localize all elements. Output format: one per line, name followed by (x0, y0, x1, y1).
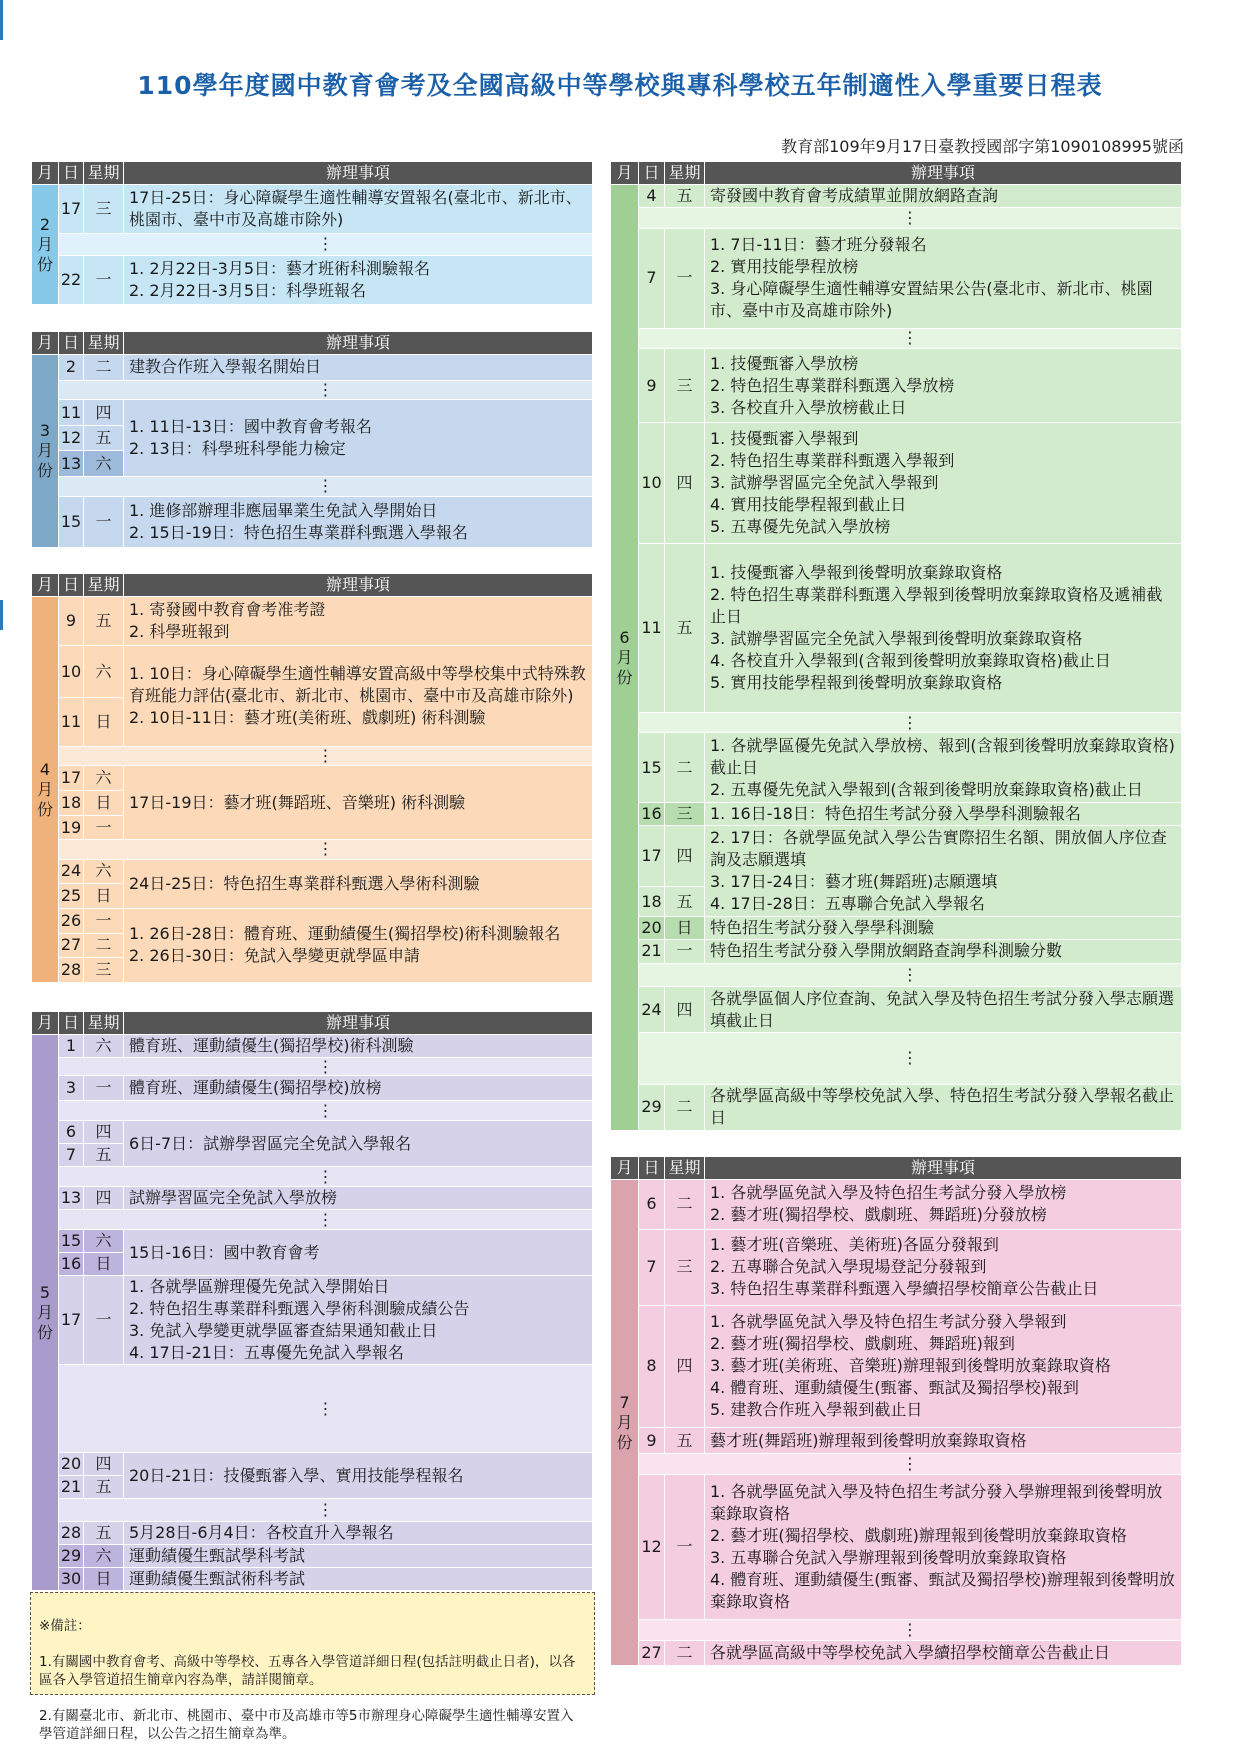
table-row (611, 987, 1182, 1033)
weekday-cell: 一 (665, 228, 705, 328)
left-edge-strip (0, 600, 3, 630)
day-cell: 27 (59, 933, 84, 958)
weekday-cell: 日 (665, 916, 705, 939)
table-row (611, 712, 1182, 732)
day-cell: 10 (59, 646, 84, 697)
table-row (32, 1187, 593, 1210)
day-cell: 21 (639, 940, 665, 963)
item-cell: 1. 各就學區優先免試入學放榜、報到(含報到後聲明放棄錄取資格)截止日 2. 五專優先免試入學報到(含報到後聲明放棄錄取資格)截止日 (705, 733, 1182, 802)
weekday-cell: 一 (84, 908, 124, 933)
day-cell: 16 (59, 1253, 84, 1276)
day-cell: 28 (59, 1522, 84, 1545)
weekday-cell: 五 (665, 185, 705, 208)
table-row (611, 733, 1182, 802)
table-row (611, 1454, 1182, 1475)
continuation-marker: ⋮ (639, 963, 1182, 986)
table-row (32, 256, 593, 305)
month-label: 7 月 份 (611, 1180, 639, 1666)
table-row (611, 185, 1182, 208)
day-cell: 24 (639, 987, 665, 1033)
weekday-cell: 一 (665, 940, 705, 963)
table-row (611, 1305, 1182, 1428)
table-row (32, 1453, 593, 1476)
item-cell: 6日-7日：試辦學習區完全免試入學報名 (124, 1121, 593, 1167)
continuation-marker: ⋮ (59, 1210, 593, 1230)
item-cell: 1. 藝才班(音樂班、美術班)各區分發報到 2. 五專聯合免試入學現場登記分發報到 3. 特色招生專業群科甄選入學續招學校簡章公告截止日 (705, 1229, 1182, 1305)
weekday-cell: 四 (665, 1305, 705, 1428)
table-row (32, 233, 593, 255)
item-cell: 體育班、運動績優生(獨招學校)放榜 (124, 1076, 593, 1101)
weekday-cell: 四 (84, 1121, 124, 1144)
month-label: 4 月 份 (32, 597, 59, 983)
continuation-marker: ⋮ (59, 1101, 593, 1121)
notes-box (30, 1592, 595, 1742)
table-row (32, 1499, 593, 1522)
weekday-cell: 四 (665, 987, 705, 1033)
header-item: 辦理事項 (705, 1157, 1182, 1180)
header-weekday: 星期 (665, 1157, 705, 1180)
table-row (32, 859, 593, 884)
item-cell: 1. 16日-18日：特色招生考試分發入學學科測驗報名 (705, 802, 1182, 825)
table-row (32, 1522, 593, 1545)
table-row (611, 916, 1182, 939)
table-row (611, 1180, 1182, 1230)
table-row (32, 1365, 593, 1453)
item-cell: 1. 各就學區免試入學及特色招生考試分發入學報到 2. 藝才班(獨招學校、戲劇班、舞蹈班)報到 3. 藝才班(美術班、音樂班)辦理報到後聲明放棄錄取資格 4. 體育班、運動績優生(甄審、甄試及獨招學校)報到 5. 建教合作班入學報到截止日 (705, 1305, 1182, 1428)
month-label: 2 月 份 (32, 185, 59, 305)
day-cell: 6 (639, 1180, 665, 1230)
weekday-cell: 五 (84, 597, 124, 646)
weekday-cell: 六 (84, 859, 124, 884)
item-cell: 各就學區高級中等學校免試入學續招學校簡章公告截止日 (705, 1641, 1182, 1666)
table-row (32, 1545, 593, 1568)
table-row (32, 597, 593, 646)
weekday-cell: 四 (84, 400, 124, 426)
day-cell: 15 (639, 733, 665, 802)
table-row (611, 826, 1182, 887)
item-cell: 藝才班(舞蹈班)辦理報到後聲明放棄錄取資格 (705, 1428, 1182, 1454)
table-row (32, 355, 593, 381)
day-cell: 18 (59, 791, 84, 816)
day-cell: 17 (59, 766, 84, 791)
weekday-cell: 三 (84, 958, 124, 983)
header-item: 辦理事項 (705, 162, 1182, 185)
weekday-cell: 二 (84, 933, 124, 958)
item-cell: 體育班、運動績優生(獨招學校)術科測驗 (124, 1035, 593, 1058)
header-month: 月 (32, 332, 59, 355)
month-label: 6 月 份 (611, 185, 639, 1131)
weekday-cell: 二 (665, 1180, 705, 1230)
day-cell: 13 (59, 451, 84, 477)
table-row (611, 1474, 1182, 1619)
day-cell: 9 (639, 349, 665, 423)
day-cell: 6 (59, 1121, 84, 1144)
weekday-cell: 一 (665, 1474, 705, 1619)
table-row (611, 349, 1182, 423)
item-cell: 1. 寄發國中教育會考准考證 2. 科學班報到 (124, 597, 593, 646)
table-row (32, 747, 593, 766)
table-row (32, 185, 593, 234)
header-item: 辦理事項 (124, 162, 593, 185)
header-item: 辦理事項 (124, 332, 593, 355)
day-cell: 17 (59, 185, 84, 234)
table-row (611, 1428, 1182, 1454)
month-table-apr (31, 573, 593, 983)
day-cell: 26 (59, 908, 84, 933)
table-row (32, 400, 593, 426)
day-cell: 7 (639, 1229, 665, 1305)
continuation-marker: ⋮ (59, 747, 593, 766)
item-cell: 1. 10日：身心障礙學生適性輔導安置高級中等學校集中式特殊教育班能力評估(臺北市、新北市、桃園市、臺中市及高雄市除外) 2. 10日-11日：藝才班(美術班、戲劇班) 術科測驗 (124, 646, 593, 747)
item-cell: 17日-19日：藝才班(舞蹈班、音樂班) 術科測驗 (124, 766, 593, 840)
continuation-marker: ⋮ (59, 1499, 593, 1522)
item-cell: 各就學區高級中等學校免試入學、特色招生考試分發入學報名截止日 (705, 1084, 1182, 1130)
table-row (32, 476, 593, 496)
table-row (32, 646, 593, 697)
table-row (32, 1035, 593, 1058)
weekday-cell: 五 (84, 1522, 124, 1545)
item-cell: 1. 技優甄審入學報到後聲明放棄錄取資格 2. 特色招生專業群科甄選入學報到後聲明放棄錄取資格及遞補截止日 3. 試辦學習區完全免試入學報到後聲明放棄錄取資格 4. 各校直升入學報到(含報到後聲明放棄錄取資格)截止日 5. 實用技能學程報到後聲明放棄錄取資格 (705, 543, 1182, 712)
day-cell: 12 (59, 425, 84, 451)
day-cell: 11 (59, 697, 84, 746)
continuation-marker: ⋮ (639, 1454, 1182, 1475)
month-label: 3 月 份 (32, 355, 59, 548)
day-cell: 25 (59, 884, 84, 909)
item-cell: 1. 11日-13日：國中教育會考報名 2. 13日：科學班科學能力檢定 (124, 400, 593, 477)
day-cell: 1 (59, 1035, 84, 1058)
continuation-marker: ⋮ (639, 208, 1182, 228)
item-cell: 建教合作班入學報名開始日 (124, 355, 593, 381)
header-weekday: 星期 (665, 162, 705, 185)
day-cell: 11 (639, 543, 665, 712)
table-row (32, 1210, 593, 1230)
day-cell: 21 (59, 1476, 84, 1499)
month-table-jun (610, 161, 1182, 1131)
day-cell: 29 (639, 1084, 665, 1130)
table-row (32, 1121, 593, 1144)
header-month: 月 (611, 162, 639, 185)
day-cell: 30 (59, 1568, 84, 1591)
weekday-cell: 日 (84, 1253, 124, 1276)
table-row (611, 423, 1182, 543)
notes-heading: ※備註： (39, 1618, 91, 1634)
continuation-marker: ⋮ (59, 1058, 593, 1076)
weekday-cell: 四 (84, 1453, 124, 1476)
weekday-cell: 一 (84, 256, 124, 305)
month-table-mar (31, 331, 593, 548)
table-row (611, 1620, 1182, 1641)
day-cell: 13 (59, 1187, 84, 1210)
item-cell: 特色招生考試分發入學開放網路查詢學科測驗分數 (705, 940, 1182, 963)
weekday-cell: 五 (84, 1144, 124, 1167)
continuation-marker: ⋮ (639, 712, 1182, 732)
weekday-cell: 二 (84, 355, 124, 381)
weekday-cell: 一 (84, 496, 124, 547)
continuation-marker: ⋮ (639, 1620, 1182, 1641)
item-cell: 1. 各就學區免試入學及特色招生考試分發入學放榜 2. 藝才班(獨招學校、戲劇班、舞蹈班)分發放榜 (705, 1180, 1182, 1230)
table-row (32, 766, 593, 791)
day-cell: 17 (59, 1276, 84, 1365)
weekday-cell: 日 (84, 884, 124, 909)
weekday-cell: 一 (84, 815, 124, 840)
weekday-cell: 二 (665, 1641, 705, 1666)
weekday-cell: 一 (84, 1076, 124, 1101)
header-day: 日 (59, 1012, 84, 1035)
table-row (32, 1230, 593, 1253)
table-row (32, 840, 593, 859)
weekday-cell: 五 (665, 1428, 705, 1454)
day-cell: 7 (639, 228, 665, 328)
table-row (32, 1101, 593, 1121)
continuation-marker: ⋮ (639, 328, 1182, 348)
table-row (611, 1641, 1182, 1666)
item-cell: 1. 各就學區辦理優先免試入學開始日 2. 特色招生專業群科甄選入學術科測驗成績公告 3. 免試入學變更就學區審查結果通知截止日 4. 17日-21日：五專優先免試入學報名 (124, 1276, 593, 1365)
weekday-cell: 三 (665, 1229, 705, 1305)
header-weekday: 星期 (84, 162, 124, 185)
notes-line-1: 1.有關國中教育會考、高級中等學校、五專各入學管道詳細日程(包括註明截止日者)，以各區各入學管道招生簡章內容為準，請詳閱簡章。 (39, 1654, 576, 1688)
month-table-feb (31, 161, 593, 305)
weekday-cell: 五 (665, 543, 705, 712)
day-cell: 9 (59, 597, 84, 646)
weekday-cell: 二 (665, 1084, 705, 1130)
day-cell: 9 (639, 1428, 665, 1454)
weekday-cell: 三 (665, 349, 705, 423)
notes-line-2: 2.有關臺北市、新北市、桃園市、臺中市及高雄市等5市辦理身心障礙學生適性輔導安置入學管道詳細日程，以公告之招生簡章為準。 (39, 1708, 574, 1742)
table-row (611, 940, 1182, 963)
item-cell: 各就學區個人序位查詢、免試入學及特色招生考試分發入學志願選填截止日 (705, 987, 1182, 1033)
continuation-marker: ⋮ (59, 1167, 593, 1187)
weekday-cell: 五 (84, 1476, 124, 1499)
table-row (611, 543, 1182, 712)
item-cell: 24日-25日：特色招生專業群科甄選入學術科測驗 (124, 859, 593, 908)
table-row (611, 963, 1182, 986)
day-cell: 8 (639, 1305, 665, 1428)
header-weekday: 星期 (84, 332, 124, 355)
document-reference: 教育部109年9月17日臺教授國部字第1090108995號函 (781, 137, 1184, 156)
weekday-cell: 六 (84, 766, 124, 791)
day-cell: 29 (59, 1545, 84, 1568)
header-day: 日 (59, 162, 84, 185)
weekday-cell: 日 (84, 697, 124, 746)
item-cell: 20日-21日：技優甄審入學、實用技能學程報名 (124, 1453, 593, 1499)
weekday-cell: 四 (665, 423, 705, 543)
day-cell: 2 (59, 355, 84, 381)
header-day: 日 (639, 162, 665, 185)
weekday-cell: 日 (84, 1568, 124, 1591)
day-cell: 17 (639, 826, 665, 887)
item-cell: 2. 17日：各就學區免試入學公告實際招生名額、開放個人序位查詢及志願選填 3. 17日-24日：藝才班(舞蹈班)志願選填 4. 17日-28日：五專聯合免試入學報名 (705, 826, 1182, 917)
day-cell: 20 (639, 916, 665, 939)
weekday-cell: 三 (665, 802, 705, 825)
day-cell: 15 (59, 496, 84, 547)
weekday-cell: 五 (84, 425, 124, 451)
item-cell: 5月28日-6月4日：各校直升入學報名 (124, 1522, 593, 1545)
table-row (32, 908, 593, 933)
table-row (611, 328, 1182, 348)
day-cell: 11 (59, 400, 84, 426)
item-cell: 1. 技優甄審入學放榜 2. 特色招生專業群科甄選入學放榜 3. 各校直升入學放榜截止日 (705, 349, 1182, 423)
day-cell: 19 (59, 815, 84, 840)
weekday-cell: 六 (84, 1035, 124, 1058)
item-cell: 1. 技優甄審入學報到 2. 特色招生專業群科甄選入學報到 3. 試辦學習區完全免試入學報到 4. 實用技能學程報到截止日 5. 五專優先免試入學放榜 (705, 423, 1182, 543)
day-cell: 12 (639, 1474, 665, 1619)
item-cell: 17日-25日：身心障礙學生適性輔導安置報名(臺北市、新北市、桃園市、臺中市及高雄市除外) (124, 185, 593, 234)
item-cell: 1. 7日-11日：藝才班分發報名 2. 實用技能學程放榜 3. 身心障礙學生適性輔導安置結果公告(臺北市、新北市、桃園市、臺中市及高雄市除外) (705, 228, 1182, 328)
header-month: 月 (32, 1012, 59, 1035)
table-row (32, 1076, 593, 1101)
table-row (32, 380, 593, 400)
header-item: 辦理事項 (124, 1012, 593, 1035)
month-label: 5 月 份 (32, 1035, 59, 1591)
header-day: 日 (59, 332, 84, 355)
item-cell: 1. 2月22日-3月5日：藝才班術科測驗報名 2. 2月22日-3月5日：科學班報名 (124, 256, 593, 305)
continuation-marker: ⋮ (639, 1032, 1182, 1084)
weekday-cell: 三 (84, 185, 124, 234)
day-cell: 27 (639, 1641, 665, 1666)
left-edge-strip (0, 0, 3, 40)
table-row (611, 228, 1182, 328)
month-table-may (31, 1011, 593, 1588)
table-row (32, 1568, 593, 1591)
day-cell: 3 (59, 1076, 84, 1101)
weekday-cell: 二 (665, 733, 705, 802)
item-cell: 試辦學習區完全免試入學放榜 (124, 1187, 593, 1210)
day-cell: 18 (639, 887, 665, 916)
day-cell: 28 (59, 958, 84, 983)
day-cell: 24 (59, 859, 84, 884)
table-row (32, 1167, 593, 1187)
weekday-cell: 四 (84, 1187, 124, 1210)
weekday-cell: 六 (84, 1230, 124, 1253)
weekday-cell: 五 (665, 887, 705, 916)
header-day: 日 (639, 1157, 665, 1180)
item-cell: 1. 各就學區免試入學及特色招生考試分發入學辦理報到後聲明放棄錄取資格 2. 藝才班(獨招學校、戲劇班)辦理報到後聲明放棄錄取資格 3. 五專聯合免試入學辦理報到後聲明放棄錄取資格 4. 體育班、運動績優生(甄審、甄試及獨招學校)辦理報到後聲明放棄錄取資格 (705, 1474, 1182, 1619)
item-cell: 特色招生考試分發入學學科測驗 (705, 916, 1182, 939)
header-month: 月 (32, 574, 59, 597)
continuation-marker: ⋮ (59, 1365, 593, 1453)
item-cell: 運動績優生甄試學科考試 (124, 1545, 593, 1568)
continuation-marker: ⋮ (59, 476, 593, 496)
day-cell: 10 (639, 423, 665, 543)
table-row (611, 802, 1182, 825)
continuation-marker: ⋮ (59, 233, 593, 255)
continuation-marker: ⋮ (59, 380, 593, 400)
continuation-marker: ⋮ (59, 840, 593, 859)
weekday-cell: 六 (84, 451, 124, 477)
table-row (32, 496, 593, 547)
day-cell: 15 (59, 1230, 84, 1253)
day-cell: 20 (59, 1453, 84, 1476)
weekday-cell: 四 (665, 826, 705, 887)
table-row (611, 1229, 1182, 1305)
weekday-cell: 日 (84, 791, 124, 816)
header-day: 日 (59, 574, 84, 597)
day-cell: 4 (639, 185, 665, 208)
item-cell: 1. 26日-28日：體育班、運動績優生(獨招學校)術科測驗報名 2. 26日-30日：免試入學變更就學區申請 (124, 908, 593, 982)
day-cell: 22 (59, 256, 84, 305)
header-weekday: 星期 (84, 574, 124, 597)
table-row (32, 1276, 593, 1365)
month-table-jul (610, 1156, 1182, 1666)
item-cell: 1. 進修部辦理非應屆畢業生免試入學開始日 2. 15日-19日：特色招生專業群科甄選入學報名 (124, 496, 593, 547)
page-title: 110學年度國中教育會考及全國高級中等學校與專科學校五年制適性入學重要日程表 (137, 71, 1103, 100)
weekday-cell: 六 (84, 646, 124, 697)
table-row (32, 1058, 593, 1076)
header-weekday: 星期 (84, 1012, 124, 1035)
weekday-cell: 六 (84, 1545, 124, 1568)
item-cell: 15日-16日：國中教育會考 (124, 1230, 593, 1276)
item-cell: 寄發國中教育會考成績單並開放網路查詢 (705, 185, 1182, 208)
header-item: 辦理事項 (124, 574, 593, 597)
table-row (611, 208, 1182, 228)
day-cell: 16 (639, 802, 665, 825)
header-month: 月 (611, 1157, 639, 1180)
item-cell: 運動績優生甄試術科考試 (124, 1568, 593, 1591)
day-cell: 7 (59, 1144, 84, 1167)
header-month: 月 (32, 162, 59, 185)
weekday-cell: 一 (84, 1276, 124, 1365)
table-row (611, 1084, 1182, 1130)
table-row (611, 1032, 1182, 1084)
